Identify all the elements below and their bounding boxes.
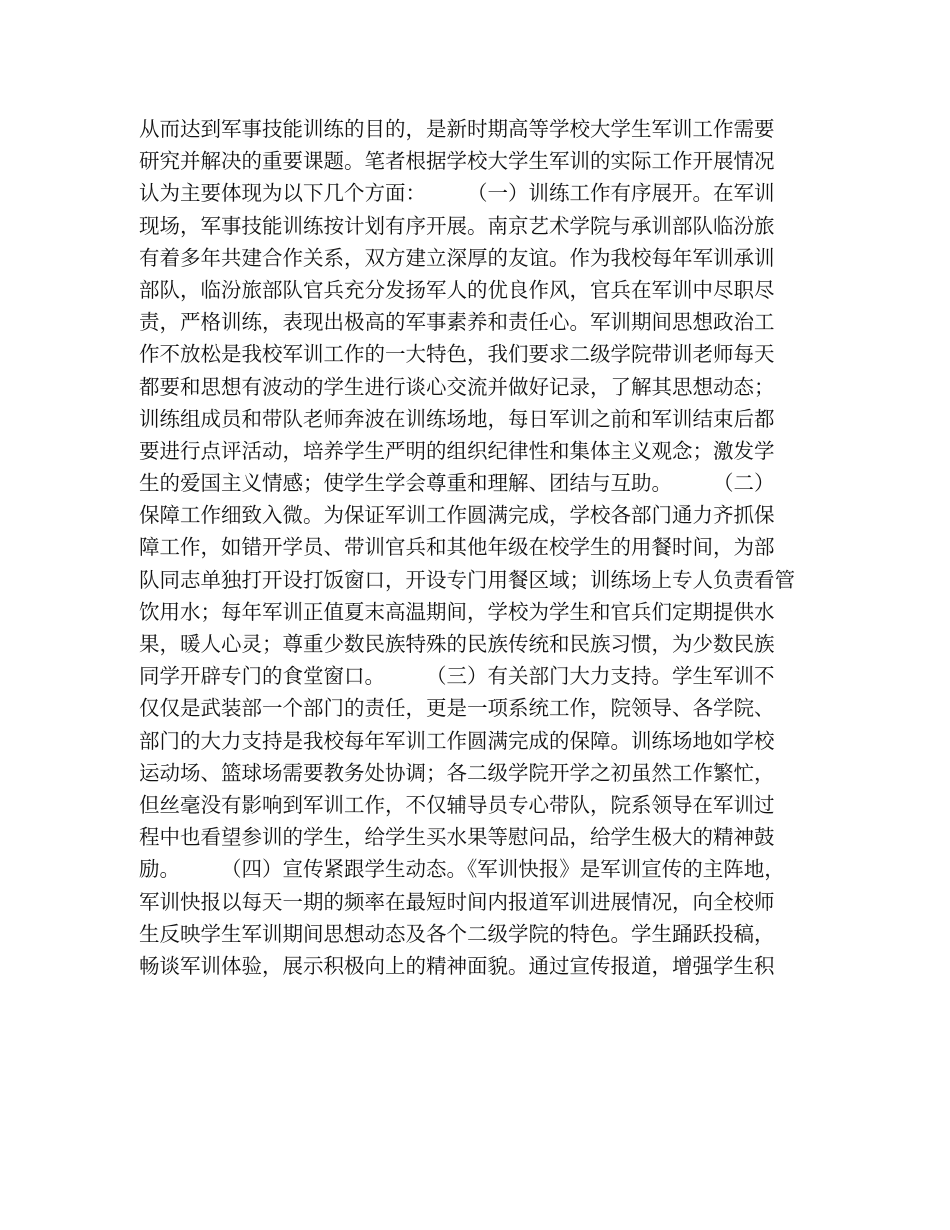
text-line: 障工作，如错开学员、带训官兵和其他年级在校学生的用餐时间，为部 xyxy=(139,535,775,560)
text-line: 生的爱国主义情感；使学生学会尊重和理解、团结与互助。 （二） xyxy=(139,471,775,496)
text-line: 责，严格训练，表现出极高的军事素养和责任心。军训期间思想政治工 xyxy=(139,310,775,335)
body-text xyxy=(139,113,819,982)
text-line: 要进行点评活动，培养学生严明的组织纪律性和集体主义观念；激发学 xyxy=(139,438,775,463)
text-line: 励。 （四）宣传紧跟学生动态。《军训快报》是军训宣传的主阵地， xyxy=(139,857,785,882)
text-line: 从而达到军事技能训练的目的，是新时期高等学校大学生军训工作需要 xyxy=(139,117,775,141)
text-line: 运动场、篮球场需要教务处协调；各二级学院开学之初虽然工作繁忙， xyxy=(139,760,775,785)
text-line: 部队，临汾旅部队官兵充分发扬军人的优良作风，官兵在军训中尽职尽 xyxy=(139,277,775,302)
text-line: 程中也看望参训的学生，给学生买水果等慰问品，给学生极大的精神鼓 xyxy=(139,825,775,850)
text-line: 果，暖人心灵；尊重少数民族特殊的民族传统和民族习惯，为少数民族 xyxy=(139,632,775,656)
text-line: 畅谈军训体验，展示积极向上的精神面貌。通过宣传报道，增强学生积 xyxy=(139,953,775,978)
text-line: 研究并解决的重要课题。笔者根据学校大学生军训的实际工作开展情况 xyxy=(139,149,775,174)
text-line: 但丝毫没有影响到军训工作，不仅辅导员专心带队，院系领导在军训过 xyxy=(139,792,775,817)
text-line: 训练组成员和带队老师奔波在训练场地，每日军训之前和军训结束后都 xyxy=(139,406,775,431)
text-line: 现场，军事技能训练按计划有序开展。南京艺术学院与承训部队临汾旅 xyxy=(139,213,775,238)
text-line: 队同志单独打开设打饭窗口，开设专门用餐区域；训练场上专人负责看管 xyxy=(139,567,795,592)
text-line: 认为主要体现为以下几个方面： （一）训练工作有序展开。在军训 xyxy=(139,181,775,206)
text-line: 同学开辟专门的食堂窗口。 （三）有关部门大力支持。学生军训不 xyxy=(139,664,775,689)
text-line: 有着多年共建合作关系，双方建立深厚的友谊。作为我校每年军训承训 xyxy=(139,245,775,270)
text-line: 生反映学生军训期间思想动态及各个二级学院的特色。学生踊跃投稿， xyxy=(139,921,775,946)
text-line: 保障工作细致入微。为保证军训工作圆满完成，学校各部门通力齐抓保 xyxy=(139,503,775,528)
text-line: 都要和思想有波动的学生进行谈心交流并做好记录，了解其思想动态； xyxy=(139,374,775,399)
text-line: 军训快报以每天一期的频率在最短时间内报道军训进展情况，向全校师 xyxy=(139,889,775,914)
text-line: 部门的大力支持是我校每年军训工作圆满完成的保障。训练场地如学校 xyxy=(139,728,775,753)
text-line: 作不放松是我校军训工作的一大特色，我们要求二级学院带训老师每天 xyxy=(139,342,775,367)
text-line: 仅仅是武装部一个部门的责任，更是一项系统工作，院领导、各学院、 xyxy=(139,696,775,721)
text-line: 饮用水；每年军训正值夏末高温期间，学校为学生和官兵们定期提供水 xyxy=(139,599,775,624)
